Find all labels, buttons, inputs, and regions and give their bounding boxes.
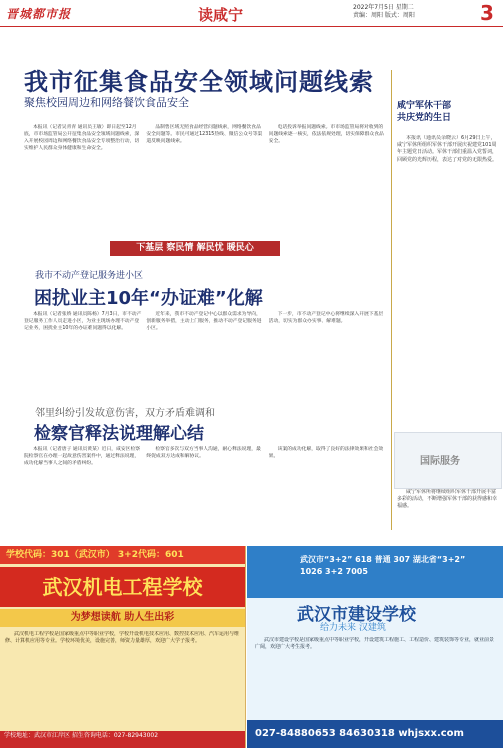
lead-col-3 [269, 124, 387, 237]
story2-body [24, 311, 387, 411]
side-paragraph: 咸宁军休所将继续组织军休干部开展丰富多彩的活动，不断增强军休干部的获得感和幸福感。 [397, 489, 498, 510]
story3-col-2 [146, 446, 264, 544]
story3-col-3 [269, 446, 387, 544]
advert-paragraph: 武汉市建设学校是国家级重点中等职业学校，开设建筑工程施工、工程造价、建筑装饰等专业，就业前景广阔，欢迎广大考生报考。 [255, 637, 495, 650]
story3-col-1 [24, 446, 142, 544]
side-title-line: 共庆党的生日 [397, 113, 452, 123]
advert-body [255, 637, 495, 717]
newspaper-logo: 晋城都市报 [6, 7, 72, 21]
date-line [353, 4, 473, 20]
story3-preheadline: 邻里纠纷引发故意伤害，双方矛盾难调和 [35, 408, 215, 419]
side-story-body [397, 135, 499, 435]
side-story-body-continued [397, 489, 499, 544]
page-number: 3 [480, 1, 494, 25]
section-title: 读咸宁 [198, 6, 244, 24]
story2-col-2 [146, 311, 264, 411]
advert-slogan: 为梦想读航 助人生出彩 [0, 609, 245, 627]
side-title-line: 咸宁军休干部 [397, 101, 452, 111]
lead-body [24, 124, 387, 237]
advert-footer: 学校地址：武汉市江岸区 招生咨询电话：027-82943002 [0, 731, 245, 748]
side-story-headline [397, 100, 497, 124]
advert-paragraph: 武汉机电工程学校是国家级重点中等职业学校，学校开设机电技术应用、数控技术应用、汽车运用与维修、计算机应用等专业。学校环境优美，设施完善，师资力量雄厚，欢迎广大学子报考。 [5, 631, 240, 644]
column-divider [391, 70, 392, 530]
lead-paragraph: 本报讯（记者吴青青 通讯员王敏）即日起至12月底，市市场监管局公开征集食品安全领域问题线索，深入开展校园周边和网络餐饮食品安全专项整治行动，切实维护人民群众身体健康和生命安全。 [24, 125, 140, 151]
lead-col-1 [24, 124, 142, 237]
side-paragraph: 本报讯（通讯员余晓云）6月29日上午，咸宁军休所组织军休干部开展庆祝建党101周年主题党日活动。军休干部们重温入党誓词，回顾党的光辉历程，表达了对党的无限热爱。 [397, 135, 498, 163]
lead-col-2 [146, 124, 264, 237]
lead-subheadline: 聚焦校园周边和网络餐饮食品安全 [24, 96, 189, 109]
lead-paragraph: 电话投诉举报问题线索。市市场监管局将对收到的问题线索逐一核实，依法依规处理，切实保障群众食品安全。 [268, 125, 384, 144]
advert-codes: 武汉市“3+2” 618 普通 307 湖北省“3+2” 1026 3+2 7005 [300, 555, 466, 576]
story2-headline: 困扰业主10年“办证难”化解 [34, 288, 263, 309]
advert-code-line: 学校代码：301（武汉市） 3+2代码：601 [0, 546, 245, 564]
editor-credit: 责编：周阳 版式：周阳 [353, 12, 415, 19]
issue-date: 2022年7月5日 星期二 [353, 4, 414, 11]
advert-slogan: 给力未来 汉建筑 [320, 623, 386, 633]
story3-body [24, 446, 387, 544]
advert-school-name: 武汉机电工程学校 [0, 567, 245, 607]
story3-paragraph: 检察官多次与双方当事人沟通，耐心释法说理，最终促成双方达成和解协议。 [146, 447, 261, 459]
story2-col-3 [269, 311, 387, 411]
story2-preheadline: 我市不动产登记服务进小区 [35, 271, 144, 281]
story2-paragraph: 近年来，我市不动产登记中心以群众需求为导向，创新服务举措，主动上门服务，推动不动产登记服务进小区。 [146, 312, 262, 331]
lead-headline: 我市征集食品安全领域问题线索 [24, 68, 374, 96]
advert-body [5, 631, 240, 726]
advert-contact-footer: 027-84880653 84630318 whjsxx.com [247, 720, 503, 748]
story2-paragraph: 本报讯（记者张娇 通讯员陈杨）7月3日，市不动产登记服务工作人员走进小区，为业主现场办理不动产登记业务，困扰业主10年的办证难问题得以化解。 [24, 312, 142, 331]
story3-paragraph: 本报讯（记者唐子 通讯员黄某）近日，咸安区检察院检察官在办理一起故意伤害案件中，通过释法说理，成功化解当事人之间的矛盾纠纷。 [24, 447, 141, 466]
story3-paragraph: 该案的成功化解，取得了良好的法律效果和社会效果。 [268, 447, 384, 459]
story2-col-1 [24, 311, 142, 411]
advert-school-name: 武汉市建设学校 [297, 605, 416, 625]
side-advert-label: 国际服务 [420, 456, 460, 467]
story3-headline: 检察官释法说理解心结 [34, 424, 204, 444]
section-kicker-banner: 下基层 察民情 解民忧 暖民心 [110, 241, 280, 256]
story2-paragraph: 下一步，市不动产登记中心将继续深入开展下基层活动，切实为群众办实事、解难题。 [268, 312, 384, 324]
lead-paragraph: 品制售区域无照食品经营问题线索，网络餐饮食品安全问题等。市民可通过12315热线、微信公众号等渠道反映问题线索。 [146, 125, 263, 144]
